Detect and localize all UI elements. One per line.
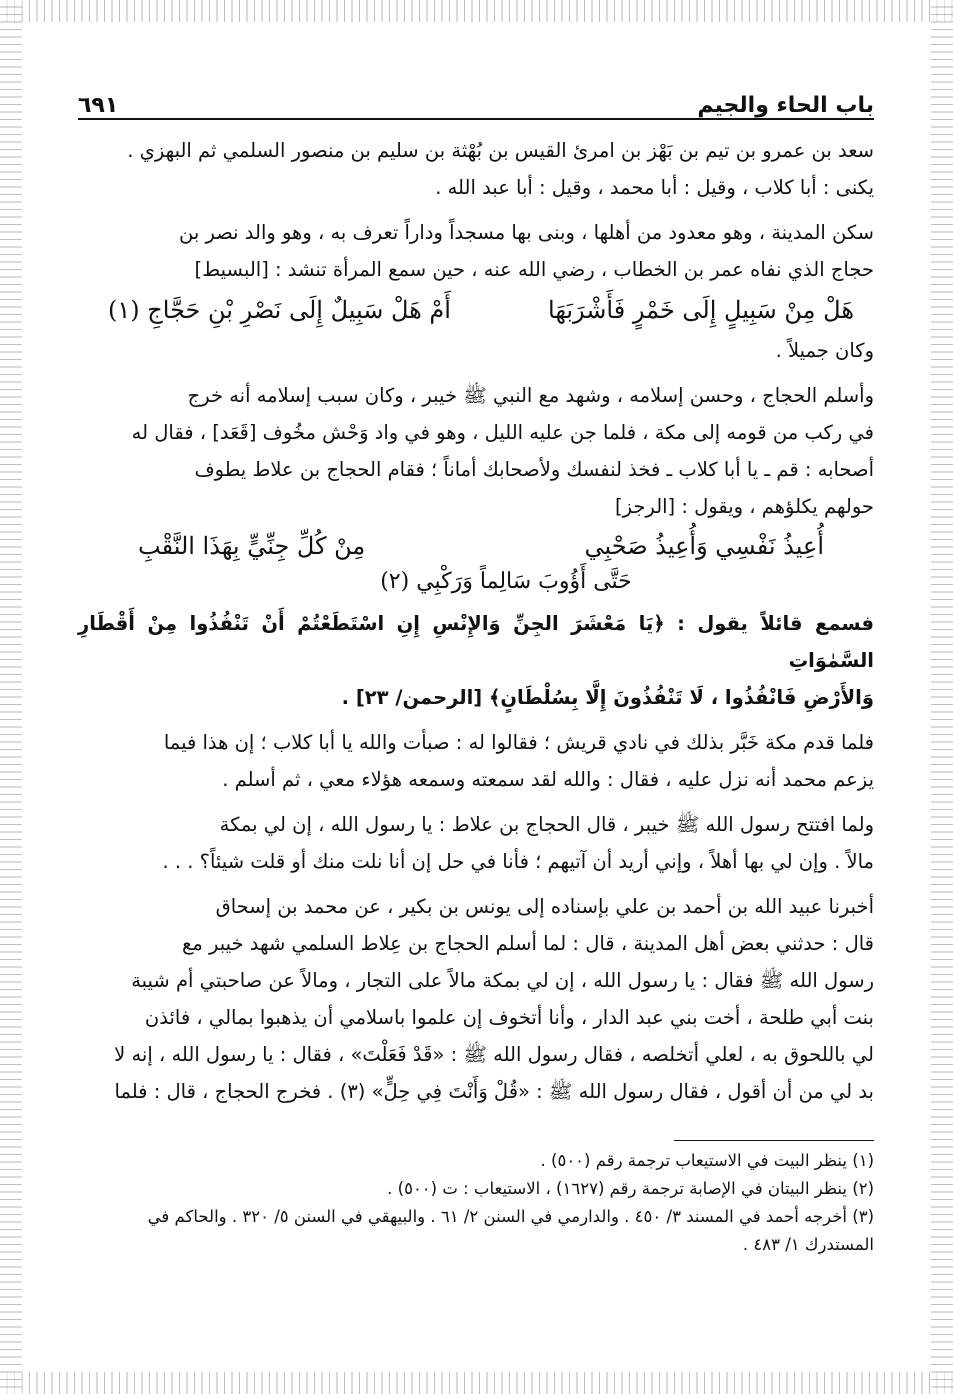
page-number: ٦٩١: [78, 93, 119, 118]
verse-hemistich: أَمْ هَلْ سَبِيلٌ إِلَى نَصْرِ بْنِ حَجَّاجِ (١): [108, 296, 451, 324]
paragraph-line: بد لي من أن أقول ، فقال رسول الله ﷺ : «قُلْ وَأَنْتَ فِي حِلٍّ» (٣) . فخرج الحجاج ، قال : فلما: [114, 1080, 874, 1103]
footnote: (٢) ينظر البيتان في الإصابة ترجمة رقم (١٦٢٧) ، الاستيعاب : ت (٥٠٠) .: [387, 1179, 874, 1198]
paragraph-line: سعد بن عمرو بن تيم بن بَهْز بن امرئ القيس بن بُهْثة بن سليم بن منصور السلمي ثم البهزي .: [127, 139, 874, 162]
paragraph-line: يكنى : أبا كلاب ، وقيل : أبا محمد ، وقيل : أبا عبد الله .: [435, 176, 874, 199]
paragraph-line: ولما افتتح رسول الله ﷺ خيبر ، قال الحجاج بن علاط : يا رسول الله ، إن لي بمكة: [219, 813, 874, 836]
page-content: [78, 78, 874, 1259]
paragraph-line: حولهم يكلؤهم ، ويقول : [الرجز]: [615, 495, 874, 518]
paragraph-line: وأسلم الحجاج ، وحسن إسلامه ، وشهد مع النبي ﷺ خيبر ، وكان سبب إسلامه أنه خرج: [187, 384, 874, 407]
paragraph-line: فلما قدم مكة خَبَّر بذلك في نادي قريش ؛ فقالوا له : صبأت والله يا أبا كلاب ؛ إن هذا فيما: [163, 731, 874, 754]
quran-quote-line: فسمع قائلاً يقول : ﴿يَا مَعْشَرَ الجِنِّ وَالإِنْسِ إِنِ اسْتَطَعْتُمْ أَنْ تَنْفُذُوا مِنْ أَقْطَارِ السَّمٰوَاتِ: [78, 612, 874, 672]
decorative-border-right: [931, 0, 953, 1394]
paragraph-line: بنت أبي طلحة ، أخت بني عبد الدار ، وأنا أتخوف إن علموا باسلامي أن يذهبوا بمالي ، فائذن: [144, 1006, 874, 1029]
footnote-continuation: المستدرك ١/ ٤٨٣ .: [742, 1235, 874, 1254]
paragraph-line: لي باللحوق به ، لعلي أتخلصه ، فقال رسول الله ﷺ : «قَدْ فَعَلْتَ» ، فقال : يا رسول الله ، إنه لا: [114, 1043, 874, 1066]
poem-verse: [78, 288, 874, 332]
decorative-border-left: [0, 0, 22, 1394]
paragraph-line: أخبرنا عبيد الله بن أحمد بن علي بإسناده إلى يونس بن بكير ، عن محمد بن إسحاق: [215, 895, 874, 918]
paragraph-line: وكان جميلاً .: [775, 339, 874, 362]
paragraph-line: سكن المدينة ، وهو معدود من أهلها ، وبنى بها مسجداً وداراً تعرف به ، وهو والد نصر بن: [179, 221, 874, 244]
footnote: (١) ينظر البيت في الاستيعاب ترجمة رقم (٥٠٠) .: [540, 1151, 874, 1170]
page-header: [78, 78, 874, 120]
paragraph-line: رسول الله ﷺ فقال : يا رسول الله ، إن لي بمكة مالاً على التجار ، ومالاً عن صاحبتي أم شيبة: [131, 969, 874, 992]
paragraph-line: قال : حدثني بعض أهل المدينة ، قال : لما أسلم الحجاج بن عِلاط السلمي شهد خيبر مع: [181, 932, 874, 955]
poem-verse: [78, 525, 874, 567]
paragraph-line: في ركب من قومه إلى مكة ، فلما جن عليه الليل ، وهو في واد وَحْش مخُوف [قَعَد] ، فقال له: [131, 421, 874, 444]
footnote-separator: [674, 1140, 874, 1141]
verse-hemistich: هَلْ مِنْ سَبِيلٍ إِلَى خَمْرٍ فَأَشْرَبَهَا: [548, 296, 854, 324]
paragraph-line: يزعم محمد أنه نزل عليه ، فقال : والله لقد سمعته وسمعه هؤلاء معي ، ثم أسلم .: [222, 768, 874, 791]
verse-hemistich: مِنْ كُلِّ جِنِّيٍّ بِهَذَا النَّقْبِ: [138, 532, 366, 560]
paragraph-line: أصحابه : قم ـ يا أبا كلاب ـ فخذ لنفسك ولأصحابك أماناً ؛ فقام الحجاج بن علاط يطوف: [194, 458, 874, 481]
poem-verse-last: حَتَّى أَؤُوبَ سَالِماً وَرَكْبِي (٢): [380, 569, 632, 594]
verse-hemistich: أُعِيذُ نَفْسِي وَأُعِيذُ صَحْبِي: [584, 532, 824, 560]
footnote: (٣) أخرجه أحمد في المسند ٣/ ٤٥٠ . والدارمي في السنن ٢/ ٦١ . والبيهقي في السنن ٥/ ٣٢٠ . والحاكم في: [147, 1207, 874, 1226]
paragraph-line: حجاج الذي نفاه عمر بن الخطاب ، رضي الله عنه ، حين سمع المرأة تنشد : [البسيط]: [194, 258, 874, 281]
chapter-title: باب الحاء والجيم: [697, 93, 874, 118]
quran-quote-line: وَالأَرْضِ فَانْفُذُوا ، لَا تَنْفُذُونَ إِلَّا بِسُلْطَانٍ﴾ [الرحمن/ ٢٣] .: [341, 686, 874, 709]
decorative-border-top: [0, 0, 953, 22]
paragraph-line: مالاً . وإن لي بها أهلاً ، وإني أريد أن آتيهم ؛ فأنا في حل إن أنا نلت منك أو قلت شيئاً؟ . . .: [162, 850, 874, 873]
decorative-border-bottom: [0, 1372, 953, 1394]
